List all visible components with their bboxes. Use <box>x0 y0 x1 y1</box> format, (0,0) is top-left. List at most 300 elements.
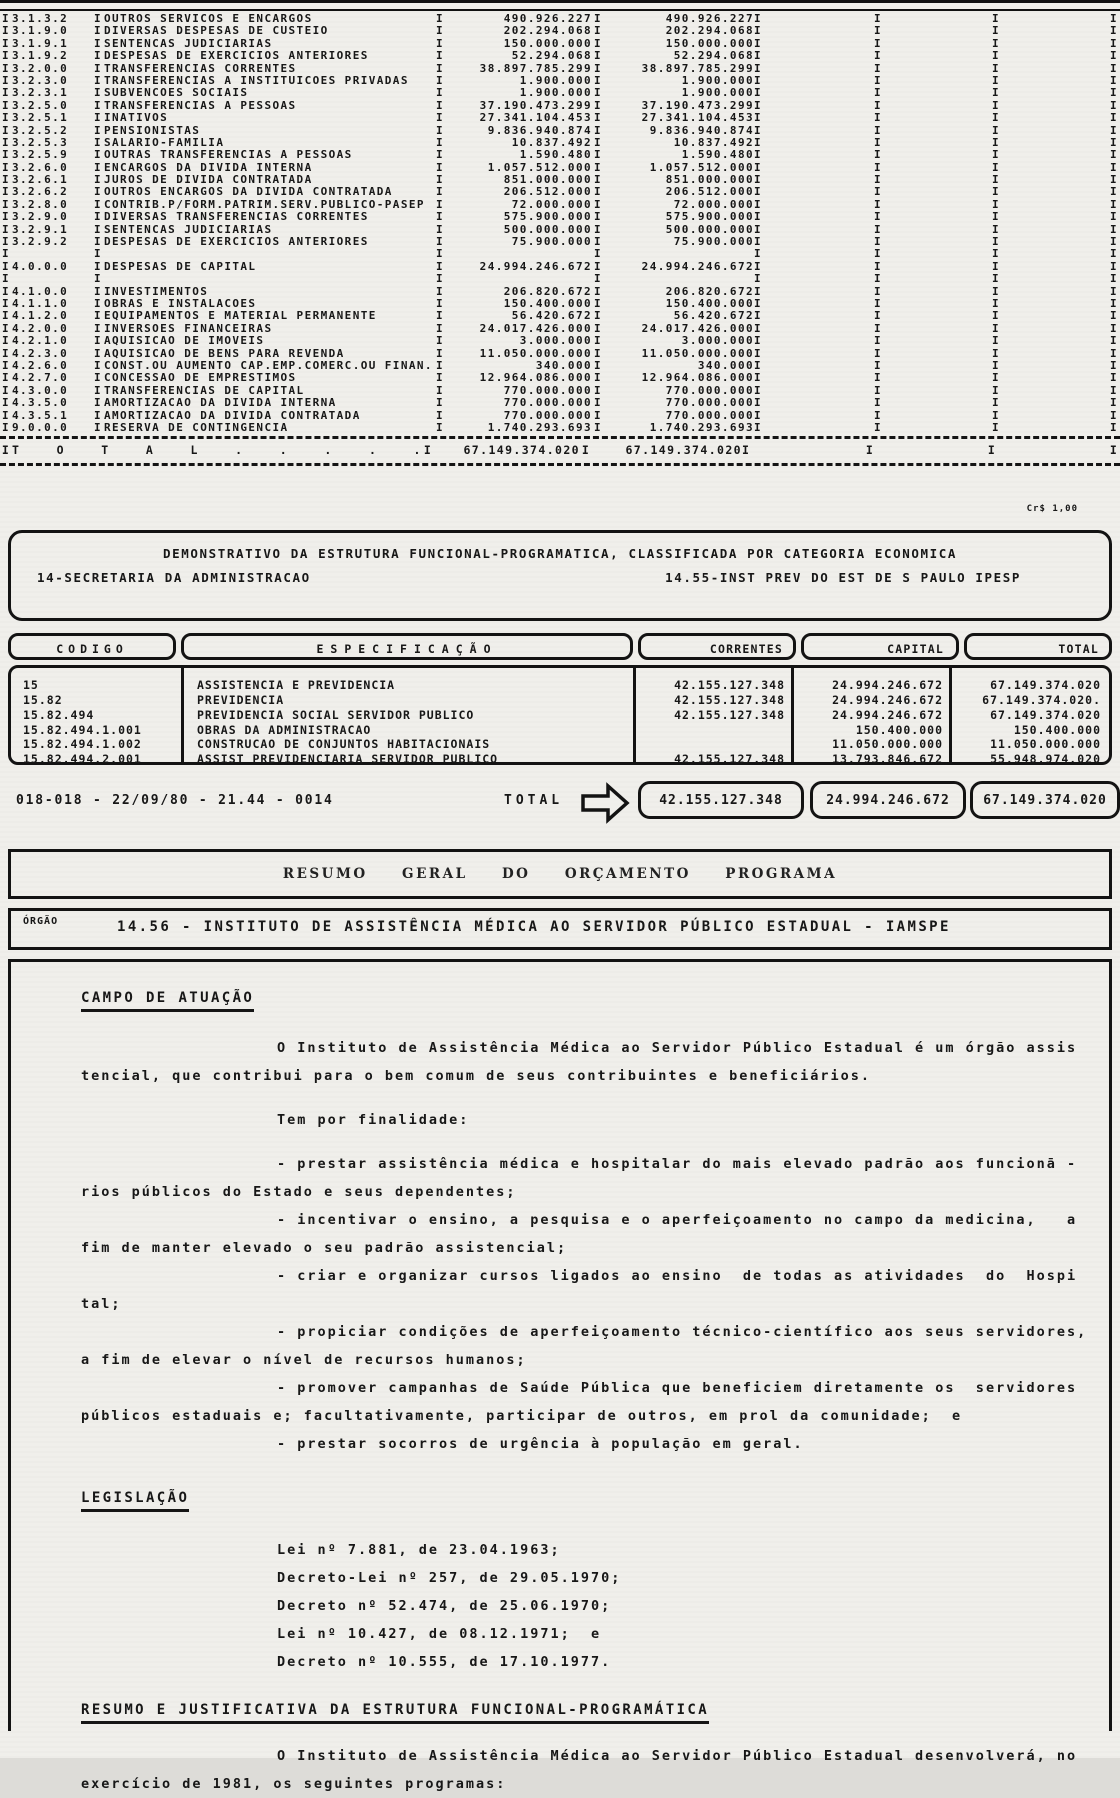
column-rule: I <box>865 443 875 458</box>
column-rule: I <box>593 185 603 199</box>
currency-strip <box>0 466 1120 522</box>
program-row-total: 67.149.374.020 <box>990 707 1101 722</box>
budget-row-code: 3.2.5.9 <box>12 148 69 162</box>
empty-cell <box>766 199 872 211</box>
column-rule: I <box>1 408 11 422</box>
column-rule: I <box>93 185 103 199</box>
column-rule: I <box>754 235 763 249</box>
column-rule: I <box>991 358 1001 372</box>
header-box <box>8 530 1112 621</box>
column-rule: I <box>435 334 445 348</box>
budget-row-code <box>12 273 92 285</box>
budget-row-desc: INVESTIMENTOS <box>104 284 209 298</box>
column-rule: I <box>1 358 11 372</box>
empty-cell <box>1002 286 1108 298</box>
empty-cell <box>884 397 990 409</box>
budget-row-code: 3.2.9.2 <box>12 235 69 249</box>
column-rule: I <box>991 259 1001 273</box>
empty-cell <box>766 273 872 285</box>
column-rule: I <box>93 346 103 360</box>
column-rule: I <box>987 443 997 458</box>
column-rule: I <box>754 49 763 63</box>
column-rule: I <box>1109 259 1119 273</box>
program-row-code: 15.82.494 <box>23 707 95 722</box>
empty-cell <box>766 174 872 186</box>
column-rule: I <box>593 49 603 63</box>
empty-cell <box>766 186 872 198</box>
empty-cell <box>1002 63 1108 75</box>
budget-total-label: T O T A L . . . . . <box>12 443 423 458</box>
budget-row-code: 3.2.0.0 <box>12 61 69 75</box>
column-rule: I <box>93 210 103 224</box>
budget-row <box>0 372 1120 384</box>
column-rule: I <box>991 86 1001 100</box>
program-rows <box>11 678 1109 767</box>
column-rule: I <box>93 235 103 249</box>
text-line: exercício de 1981, os seguintes programas: <box>81 1776 507 1793</box>
budget-row <box>0 310 1120 322</box>
budget-row-value-2: 24.994.246.672 <box>641 259 754 273</box>
column-rule: I <box>754 123 763 137</box>
budget-row-value-1: 500.000.000 <box>503 222 592 236</box>
budget-row <box>0 211 1120 223</box>
budget-row-code: 4.3.5.1 <box>12 408 69 422</box>
empty-cell <box>1002 397 1108 409</box>
budget-row-desc: SUBVENCOES SOCIAIS <box>104 86 249 100</box>
column-rule: I <box>754 284 763 298</box>
text-line: - promover campanhas de Saúde Pública que beneficiem diretamente os servidores <box>277 1380 1078 1397</box>
column-rule: I <box>1 160 11 174</box>
empty-cell <box>1002 25 1108 37</box>
column-rule: I <box>873 371 883 385</box>
budget-row-code: 3.2.6.0 <box>12 160 69 174</box>
column-rule: I <box>991 408 1001 422</box>
column-rule: I <box>593 73 603 87</box>
column-rule: I <box>754 396 763 410</box>
column-rule: I <box>1109 36 1119 50</box>
budget-row-desc: SALARIO-FAMILIA <box>104 135 225 149</box>
column-rule: I <box>873 420 883 434</box>
empty-cell <box>1002 137 1108 149</box>
column-rule: I <box>991 321 1001 335</box>
column-rule: I <box>593 210 603 224</box>
budget-row-value-2: 490.926.227 <box>665 12 754 25</box>
column-rule: I <box>1 247 11 261</box>
budget-row-value-2: 1.590.480 <box>681 148 754 162</box>
column-rule: I <box>593 12 603 25</box>
program-row-code: 15.82.494.1.002 <box>23 737 142 752</box>
column-rule: I <box>435 358 445 372</box>
empty-cell <box>884 236 990 248</box>
budget-total-value-1: 67.149.374.020 <box>463 443 580 458</box>
budget-row-value-1: 202.294.068 <box>503 24 592 38</box>
empty-cell <box>754 439 864 461</box>
empty-cell <box>884 422 990 434</box>
budget-row-code: 3.2.6.1 <box>12 173 69 187</box>
budget-row-value-1: 1.900.000 <box>519 86 592 100</box>
column-rule: I <box>435 247 445 261</box>
budget-row <box>0 335 1120 347</box>
column-rule: I <box>1 73 11 87</box>
empty-cell <box>1002 236 1108 248</box>
budget-row <box>0 248 1120 260</box>
budget-row-code: 4.1.0.0 <box>12 284 69 298</box>
column-rule: I <box>593 135 603 149</box>
column-rule: I <box>991 272 1001 286</box>
budget-row-value-1: 10.837.492 <box>511 135 592 149</box>
budget-row-code: 4.0.0.0 <box>12 259 69 273</box>
column-rule: I <box>991 197 1001 211</box>
column-rule: I <box>754 73 763 87</box>
column-rule: I <box>93 371 103 385</box>
column-rule: I <box>1 86 11 100</box>
section-resumo-justificativa <box>81 1702 1085 1798</box>
budget-row-code: 3.2.3.0 <box>12 73 69 87</box>
column-rule: I <box>93 334 103 348</box>
program-row-code: 15.82 <box>23 693 63 708</box>
column-rule: I <box>991 247 1001 261</box>
column-rule: I <box>593 358 603 372</box>
column-rule: I <box>1 296 11 310</box>
resumo-banner: RESUMO GERAL DO ORÇAMENTO PROGRAMA <box>8 849 1112 899</box>
column-rule: I <box>1109 111 1119 125</box>
column-rule: I <box>93 73 103 87</box>
column-rule: I <box>754 383 763 397</box>
empty-cell <box>1002 323 1108 335</box>
text-line: Lei nº 10.427, de 08.12.1971; e <box>277 1626 602 1643</box>
empty-cell <box>766 397 872 409</box>
budget-row-code: 4.2.1.0 <box>12 334 69 348</box>
budget-row-desc: OUTROS SERVICOS E ENCARGOS <box>104 12 313 25</box>
empty-cell <box>884 211 990 223</box>
program-row-spec: PREVIDENCIA SOCIAL SERVIDOR PUBLICO <box>197 707 475 722</box>
column-rule: I <box>873 383 883 397</box>
budget-row-code: 3.1.9.2 <box>12 49 69 63</box>
budget-row-value-1: 490.926.227 <box>503 12 592 25</box>
column-rule: I <box>1 210 11 224</box>
resumo-justificativa-text <box>81 1742 1085 1798</box>
column-rule: I <box>1 334 11 348</box>
column-rule: I <box>435 309 445 323</box>
budget-row-value-1: 52.294.068 <box>511 49 592 63</box>
budget-row-desc: TRANSFERENCIAS CORRENTES <box>104 61 297 75</box>
column-rule: I <box>1 61 11 75</box>
column-rule: I <box>1 309 11 323</box>
text-line: tal; <box>81 1296 122 1313</box>
column-rule: I <box>754 98 763 112</box>
empty-cell <box>884 410 990 422</box>
column-rule: I <box>1 197 11 211</box>
column-rule: I <box>435 371 445 385</box>
column-rule: I <box>1 123 11 137</box>
column-rule: I <box>435 383 445 397</box>
empty-cell <box>884 261 990 273</box>
column-rule: I <box>93 197 103 211</box>
column-rule: I <box>1 272 11 286</box>
budget-row-code: 4.2.6.0 <box>12 358 69 372</box>
empty-cell <box>766 385 872 397</box>
legislacao-text <box>81 1536 1085 1676</box>
budget-row-desc: AMORTIZACAO DA DIVIDA INTERNA <box>104 396 337 410</box>
empty-cell <box>766 63 872 75</box>
column-rule: I <box>991 98 1001 112</box>
empty-cell <box>1002 38 1108 50</box>
empty-cell <box>884 13 990 25</box>
column-rule: I <box>435 408 445 422</box>
program-row <box>11 708 1109 723</box>
budget-row-desc: DIVERSAS TRANSFERENCIAS CORRENTES <box>104 210 369 224</box>
budget-row-desc: CONST.OU AUMENTO CAP.EMP.COMERC.OU FINAN. <box>104 358 433 372</box>
column-rule: I <box>93 36 103 50</box>
budget-row-code: 3.1.9.0 <box>12 24 69 38</box>
column-divider <box>633 668 636 762</box>
program-row-spec: OBRAS DA ADMINISTRACAO <box>197 722 372 737</box>
column-rule: I <box>991 36 1001 50</box>
column-rule: I <box>435 259 445 273</box>
column-rule: I <box>435 210 445 224</box>
column-rule: I <box>1109 61 1119 75</box>
text-line: - criar e organizar cursos ligados ao ensino de todas as atividades do Hospi <box>277 1268 1078 1285</box>
empty-cell <box>766 162 872 174</box>
column-rule: I <box>754 197 763 211</box>
column-rule: I <box>593 334 603 348</box>
column-rule: I <box>435 420 445 434</box>
empty-cell <box>884 298 990 310</box>
column-rule: I <box>1109 383 1119 397</box>
budget-row-value-2: 340.000 <box>697 358 754 372</box>
program-row-capital: 150.400.000 <box>855 722 943 737</box>
empty-cell <box>1002 112 1108 124</box>
budget-row-value-1: 24.017.426.000 <box>479 321 592 335</box>
column-rule: I <box>93 358 103 372</box>
empty-cell <box>1002 100 1108 112</box>
text-line: públicos estaduais e; facultativamente, participar de outros, em prol da comunidade; e <box>81 1408 963 1425</box>
empty-cell <box>766 422 872 434</box>
budget-row-desc: PENSIONISTAS <box>104 123 201 137</box>
program-row <box>11 752 1109 767</box>
column-rule: I <box>873 61 883 75</box>
budget-row-desc: AMORTIZACAO DA DIVIDA CONTRATADA <box>104 408 361 422</box>
empty-cell <box>884 372 990 384</box>
empty-cell <box>766 50 872 62</box>
text-line: O Instituto de Assistência Médica ao Servidor Público Estadual desenvolverá, no <box>277 1748 1078 1765</box>
program-row-total: 11.050.000.000 <box>990 737 1101 752</box>
program-row-correntes: 42.155.127.348 <box>674 707 785 722</box>
column-rule: I <box>93 123 103 137</box>
budget-row-value-2: 11.050.000.000 <box>641 346 754 360</box>
column-rule: I <box>593 272 603 286</box>
campo-text <box>81 1034 1088 1458</box>
footer-total-capital: 24.994.246.672 <box>810 781 966 819</box>
program-row-code: 15.82.494.1.001 <box>23 722 142 737</box>
budget-row-desc: DESPESAS DE EXERCICIOS ANTERIORES <box>104 235 369 249</box>
empty-cell <box>1002 75 1108 87</box>
column-rule: I <box>754 321 763 335</box>
budget-row-code: 3.2.3.1 <box>12 86 69 100</box>
column-rule: I <box>754 148 763 162</box>
column-rule: I <box>93 247 103 261</box>
text-line: Decreto-Lei nº 257, de 29.05.1970; <box>277 1570 622 1587</box>
empty-cell <box>766 410 872 422</box>
program-row-correntes: 42.155.127.348 <box>674 752 785 767</box>
budget-row-value-1: 206.820.672 <box>503 284 592 298</box>
empty-cell <box>766 286 872 298</box>
orgao-title: 14.56 - INSTITUTO DE ASSISTÊNCIA MÉDICA AO SERVIDOR PÚBLICO ESTADUAL - IAMSPE <box>117 919 951 936</box>
program-row <box>11 737 1109 752</box>
text-line: Decreto nº 10.555, de 17.10.1977. <box>277 1654 612 1671</box>
program-row <box>11 678 1109 693</box>
budget-row-value-1: 3.000.000 <box>519 334 592 348</box>
column-rule: I <box>873 49 883 63</box>
empty-cell <box>1002 87 1108 99</box>
empty-cell <box>1002 410 1108 422</box>
empty-cell <box>884 149 990 161</box>
empty-cell <box>998 439 1108 461</box>
program-row-capital: 24.994.246.672 <box>832 707 943 722</box>
column-rule: I <box>873 148 883 162</box>
column-rule: I <box>991 49 1001 63</box>
column-rule: I <box>435 197 445 211</box>
empty-cell <box>884 125 990 137</box>
empty-cell <box>766 38 872 50</box>
column-rule: I <box>423 443 433 458</box>
program-row-spec: CONSTRUCAO DE CONJUNTOS HABITACIONAIS <box>197 737 491 752</box>
column-rule: I <box>1109 284 1119 298</box>
budget-row-desc: SENTENCAS JUDICIARIAS <box>104 36 273 50</box>
program-row-spec: ASSISTENCIA E PREVIDENCIA <box>197 678 396 693</box>
empty-cell <box>1002 162 1108 174</box>
column-rule: I <box>1 185 11 199</box>
budget-row-value-1 <box>446 273 592 285</box>
empty-cell <box>766 125 872 137</box>
empty-cell <box>884 248 990 260</box>
column-rule: I <box>873 210 883 224</box>
empty-cell <box>766 323 872 335</box>
text-line: Tem por finalidade: <box>277 1112 470 1129</box>
budget-row-value-2: 38.897.785.299 <box>641 61 754 75</box>
column-rule: I <box>593 86 603 100</box>
budget-row-code: 4.1.2.0 <box>12 309 69 323</box>
column-rule: I <box>754 259 763 273</box>
column-rule: I <box>1109 358 1119 372</box>
budget-row <box>0 273 1120 285</box>
column-rule: I <box>435 235 445 249</box>
column-rule: I <box>991 235 1001 249</box>
empty-cell <box>766 248 872 260</box>
budget-row-value-1: 38.897.785.299 <box>479 61 592 75</box>
budget-row <box>0 87 1120 99</box>
column-rule: I <box>1109 197 1119 211</box>
text-line: Lei nº 7.881, de 23.04.1963; <box>277 1542 561 1559</box>
budget-row-value-2: 770.000.000 <box>665 396 754 410</box>
text-line: O Instituto de Assistência Médica ao Servidor Público Estadual é um órgão assis <box>277 1040 1078 1057</box>
program-row-spec: PREVIDENCIA <box>197 693 285 708</box>
column-rule: I <box>754 346 763 360</box>
column-rule: I <box>1109 173 1119 187</box>
empty-cell <box>884 199 990 211</box>
budget-row-value-2: 72.000.000 <box>673 197 754 211</box>
column-rule: I <box>991 284 1001 298</box>
column-rule: I <box>873 321 883 335</box>
budget-row <box>0 50 1120 62</box>
column-rule: I <box>93 12 103 25</box>
empty-cell <box>884 186 990 198</box>
budget-row <box>0 422 1120 434</box>
header-title: DEMONSTRATIVO DA ESTRUTURA FUNCIONAL-PROGRAMATICA, CLASSIFICADA POR CATEGORIA ECONOMICA <box>163 546 957 562</box>
empty-cell <box>1002 298 1108 310</box>
column-rule: I <box>1109 309 1119 323</box>
empty-cell <box>1002 372 1108 384</box>
column-rule: I <box>754 210 763 224</box>
column-rule: I <box>873 296 883 310</box>
empty-cell <box>1002 422 1108 434</box>
budget-row-desc: EQUIPAMENTOS E MATERIAL PERMANENTE <box>104 309 377 323</box>
empty-cell <box>1002 125 1108 137</box>
budget-row-desc: AQUISICAO DE BENS PARA REVENDA <box>104 346 345 360</box>
column-rule: I <box>754 160 763 174</box>
column-rule: I <box>991 12 1001 25</box>
column-rule: I <box>991 396 1001 410</box>
column-rule: I <box>873 36 883 50</box>
section-legislacao <box>81 1490 1085 1676</box>
budget-row-desc <box>104 273 434 285</box>
budget-row-code: 3.2.5.1 <box>12 111 69 125</box>
column-rule: I <box>593 123 603 137</box>
column-rule: I <box>593 309 603 323</box>
column-rule: I <box>1109 210 1119 224</box>
budget-row-desc: OUTROS ENCARGOS DA DIVIDA CONTRATADA <box>104 185 393 199</box>
column-rule: I <box>754 420 763 434</box>
column-rule: I <box>754 185 763 199</box>
column-rule: I <box>1 420 11 434</box>
budget-row-code: 3.2.5.3 <box>12 135 69 149</box>
text-line: - prestar assistência médica e hospitalar do mais elevado padrão aos funcionā - <box>277 1156 1078 1173</box>
budget-row-value-1: 56.420.672 <box>511 309 592 323</box>
budget-rows <box>0 13 1120 434</box>
empty-cell <box>884 112 990 124</box>
budget-row-value-1: 851.000.000 <box>503 173 592 187</box>
budget-row <box>0 261 1120 273</box>
column-rule: I <box>1 259 11 273</box>
text-line: Decreto nº 52.474, de 25.06.1970; <box>277 1598 612 1615</box>
column-rule: I <box>93 173 103 187</box>
column-rule: I <box>991 371 1001 385</box>
program-row-total: 150.400.000 <box>1013 722 1101 737</box>
column-rule: I <box>1 24 11 38</box>
column-rule: I <box>93 24 103 38</box>
column-rule: I <box>435 396 445 410</box>
empty-cell <box>884 335 990 347</box>
empty-cell <box>884 63 990 75</box>
text-line: rios públicos do Estado e seus dependentes; <box>81 1184 517 1201</box>
empty-cell <box>1002 335 1108 347</box>
budget-row-value-1: 1.590.480 <box>519 148 592 162</box>
empty-cell <box>884 224 990 236</box>
column-rule: I <box>435 111 445 125</box>
program-row <box>11 723 1109 738</box>
footer-total-correntes: 42.155.127.348 <box>638 781 804 819</box>
empty-cell <box>1002 186 1108 198</box>
column-rule: I <box>754 61 763 75</box>
column-rule: I <box>1109 443 1119 458</box>
right-arrow-icon <box>580 781 630 829</box>
column-rule: I <box>1 111 11 125</box>
column-rule: I <box>435 73 445 87</box>
column-rule: I <box>754 296 763 310</box>
column-rule: I <box>435 284 445 298</box>
program-row-capital: 24.994.246.672 <box>832 678 943 693</box>
column-rule: I <box>1109 12 1119 25</box>
